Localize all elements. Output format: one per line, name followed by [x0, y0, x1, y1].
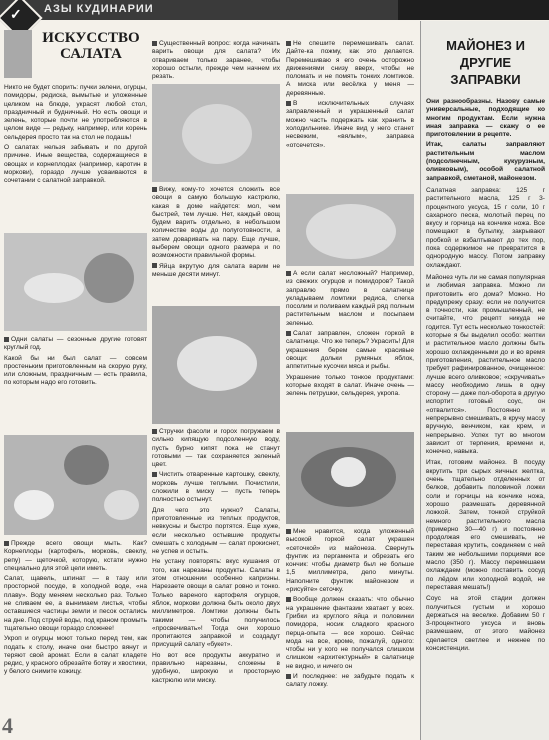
- bullet-icon: [152, 429, 157, 434]
- paragraph: Прежде всего овощи мыть. Как? Корнеплоды (картофель, морковь, свеклу, репу) — щеточкой, которую, кстати нужно специально для этой цели иметь.: [4, 540, 147, 572]
- sidebar-dressing: Салатная заправка: 125 г растительного масла, 125 г 3-процентного уксуса, 15 г соли, 10 г сахарного песка, молотый перец по вкусу и горчица на кончике ножа. Все помещают в бутылку, закрывают пробкой и взбалтывают до тех пор, пока содержимое не превратится в однородную массу. Потом заправку охлаждают.: [426, 186, 545, 269]
- paragraph: Вижу, кому-то хочется сложить все овощи в самую большую кастрюлю, какая в доме найдется: мол, чем быстрей, тем лучше. Нет, каждый овощ будем варить отдельно, в небольшом количестве воды до полуготовности, а затем доваривать на пару. Еще лучше, выберем овощи одного размера и по возможности правильной формы.: [152, 186, 280, 260]
- column-2-middle: [152, 186, 280, 279]
- paragraph: Вообще должен сказать: что обычно на украшение фантазии хватает у всех. Грибки из круглого яйца и половинки помидора, носик сладкого красного перца-опыта — все хорошо. Сейчас мода на все, кроме, пожалуй, одного: чтобы ни у кого не получался слишком слишком «архитектурный» в салатнице не видно, и ничего он: [286, 596, 414, 670]
- section-title: АЗЫ КУДИНАРИИ: [44, 3, 154, 15]
- photo-salad-bowl: [286, 194, 414, 266]
- paragraph: Существенный вопрос: когда начинать варить овощи для салата? Их отвариваем только заранее, чтобы хорошо остыли, прежде чем начнем их резать.: [152, 40, 280, 81]
- column-1-top: [4, 84, 147, 186]
- bullet-icon: [286, 331, 291, 336]
- sidebar-title: [421, 21, 549, 92]
- paragraph: Не устану повторять: вкус кушания от того, как нарезаны продукты. Салаты в этом отношении особенно капризны. Нарезаете овощи в салат ровно и тонко. Только вареного картофеля огурцов, яблок, моркови должна быть около двух миллиметров. Ломтики должны быть такими — чтобы получилось «просвечивать»! Тогда они хорошо пропитаются заправкой и создадут присущий салату «букет».: [152, 558, 280, 649]
- bullet-icon: [152, 263, 157, 268]
- sidebar-end: Соус на этой стадии должен получиться густым и хорошо держаться на веселке. Добавим 50 г 3-процентного уксуса и вновь размешаем, от этого майонез сделается светлее и нежнее по консистенции.: [426, 595, 545, 652]
- paragraph: А если салат несложный? Например, из свежих огурцов и помидоров? Такой заправлю прямо в салатнице укладываем ломтики редиса, слегка посолим и поливаем каждый ряд полным растительным маслом и посыпаем зеленью.: [286, 270, 414, 327]
- column-3-top: [286, 40, 414, 150]
- bullet-icon: [286, 41, 291, 46]
- sidebar-mayonnaise: [420, 21, 549, 740]
- bullet-icon: [286, 271, 291, 276]
- bullet-icon: [152, 472, 157, 477]
- bullet-icon: [4, 337, 9, 342]
- bullet-icon: [152, 41, 157, 46]
- paragraph: Какой бы ни был салат — совсем простеньким приготовленным на скорую руку, или сложным, праздничным — есть правила, по которым надо его готовить.: [4, 354, 147, 387]
- paragraph: Яйца вкрутую для салата варим не меньше десяти минут.: [152, 262, 280, 278]
- photo-garnished-salad: [286, 432, 414, 524]
- column-1-bottom: [4, 540, 147, 677]
- column-3-middle: [286, 270, 414, 398]
- sidebar-body: [421, 92, 549, 653]
- bullet-icon: [286, 674, 291, 679]
- bullet-icon: [286, 597, 291, 602]
- column-1-middle: [4, 336, 147, 388]
- paragraph: Стручки фасоли и горох погружаем в сильно кипящую подсоленную воду, пусть бурно кипят пока не станут готовыми — так сохраняется зеленый цвет.: [152, 428, 280, 469]
- paragraph: Для чего это нужно? Салаты, приготовленные из теплых продуктов, невкусны и быстро портятся. Еще хуже, если несколько остывшие продукты смешать с холодным — салат прокиснет, не успев и остыть.: [152, 506, 280, 556]
- bullet-icon: [286, 529, 291, 534]
- article-title-line2: САЛАТА: [60, 46, 122, 62]
- paragraph: Одни салаты — сезонные другие готовят круглый год.: [4, 336, 147, 352]
- paragraph: О салатах нельзя забывать и по другой причине. Иные вещества, содержащиеся в овощах и корнеплодах (например, каротин в моркови), гораздо лучше усваиваются в сочетании с салатной заправкой.: [4, 144, 147, 185]
- bullet-icon: [152, 187, 157, 192]
- article-title-line1: ИСКУССТВО: [42, 30, 140, 46]
- paragraph: Салат, щавель, шпинат — в тазу или просторной посуде, в холодной воде, «на плаву». Воду меняем несколько раз. Только не сливаем ее, а вынимаем листья, чтобы оставшиеся частицы земли и песок остались на дне. Под струей воды, под краном промыть тщательно овощи гораздо сложнее!: [4, 575, 147, 632]
- photo-sliced-beet: [152, 306, 280, 424]
- photo-pot-vegetables: [152, 84, 280, 182]
- header-right-block: [398, 0, 549, 20]
- paragraph: Не спешите перемешивать салат. Дайте-ка пожму, как это делается. Перемешиваю я его очень осторожно движениями снизу вверх, чтобы не поломать и не помять тонких ломтиков. А миска или весёлка у меня — деревянные.: [286, 40, 414, 97]
- paragraph: Украшение только тонкое продуктами: которые входят в салат. Иначе очень — зелень петрушки, сельдерея, укропа.: [286, 373, 414, 398]
- sidebar-mayo: Майонез чуть ли не самая популярная и любимая заправка. Можно ли приготовить его дома? Можно. Но предупрежу сразу: если не получится в точности, как промышленный, не считайте, что рецепт никуда не годится. Тут есть несколько тонкостей: которые я бы выделил особо: желтки и растительное масло должны быть хорошо охлажденными до и во время приготовления, растительное масло требует рафинированное, очищенное: лучше всего оливковое; «скручивать» массу необходимо лишь в одну сторону — даже пол-оборота в другую испортит готовый соус, он «отвалится». Постоянно и непрерывно смешивать, в кручу массу вручную, венчиком, как крем, и непрерывно. Успех тут во многом зависит от терпения, времени и, конечно, навыка.: [426, 273, 545, 456]
- paragraph: Чистить отваренные картошку, свеклу, морковь лучше теплыми. Почистили, сложили в миску — пусть теперь полностью остынут.: [152, 471, 280, 504]
- paragraph: Укроп и огурцы моют только перед тем, как подать к столу, иначе они быстро вянут и теряют свой аромат. Если в салат кладете редис, у красного обрезайте ботву и хвостики, у белого снимите кожицу.: [4, 635, 147, 676]
- paragraph: Никто не будет спорить: пучки зелени, огурцы, помидоры, редиска, вымытые и уложенные целиком на блюде, украсят любой стол, праздничный и будничный. Но есть овощи и зелень, которые почти не употребляются в целом виде — редьку, например, или корень сельдерея просто так на стол не подашь!: [4, 84, 147, 141]
- sidebar-title-line3: ЗАПРАВКИ: [450, 72, 521, 87]
- paragraph: В исключительных случаях заправленный и украшенный салат можно часть подержать как хранить в холодильнике. Иначе вид у него станет несвежим, «вялым», заправка «отсечется».: [286, 100, 414, 149]
- column-2-top: [152, 40, 280, 81]
- sidebar-title-line1: МАЙОНЕЗ И: [446, 38, 525, 53]
- sidebar-intro: Они разнообразны. Назову самые универсальные, подходящие ко многим продуктам. Если нужна иная заправка — скажу о ее приготовлении в рецепте.: [426, 98, 545, 139]
- page-number: 4: [2, 713, 13, 738]
- paragraph: Мне нравится, когда уложенный высокой горкой салат украшен «сеточкой» из майонеза. Свернуть фунтик из пергамента и обрезать его кончик: чтобы диаметр был не больше 1,5 миллиметра, дело минуты. Наполните фунтик майонезом и «рисуйте» сеточку.: [286, 528, 414, 594]
- bullet-icon: [4, 541, 9, 546]
- column-2-bottom: [152, 428, 280, 685]
- photo-sliced-vegetables: [4, 435, 147, 535]
- sidebar-intro-2: Итак, салаты заправляют растительным маслом (подсолнечным, кукурузным, оливковым), особой салатной заправкой, сметаной, майонезом.: [426, 141, 545, 182]
- sidebar-recipe: Итак, готовим майонез. В посуду вкрутить три сырых яичных желтка, очень тщательно отделенных от белков, добавить половиной ложки соли и горчицы на кончике ножа, хорошо размешать деревянной ложкой. Затем, тонкой струйкой немного растительного масла (примерно 30—40 г) и постоянно продолжая его смешивать, не переставая крутить, соединяем с ней таким же небольшими порциями все масло (350 г). Массу перемешаем охлаждаем (можно поставить сосуд по лёдом или холодной водой, не переставая мешать!): [426, 459, 545, 591]
- logo-mark-icon: ✓: [10, 6, 22, 22]
- photo-hands-slicing: [4, 233, 147, 331]
- bullet-icon: [286, 101, 291, 106]
- column-3-bottom: [286, 528, 414, 690]
- photo-knife-vegetables: [4, 30, 32, 78]
- sidebar-title-line2: ДРУГИЕ: [459, 55, 512, 70]
- paragraph: Но вот все продукты аккуратно и правильно нарезаны, сложены в удобную, широкую и просторную кастрюлю или миску.: [152, 651, 280, 684]
- paragraph: Салат заправлен, сложен горкой в салатнице. Что же теперь? Украсить! Для украшения берем самые красивые овощи: дольки румяных яблок, аппетитные кусочки мяса и рыбы.: [286, 330, 415, 371]
- article-title-block: [36, 30, 146, 62]
- paragraph: И последнее: не забудьте подать к салату ложку.: [286, 673, 414, 689]
